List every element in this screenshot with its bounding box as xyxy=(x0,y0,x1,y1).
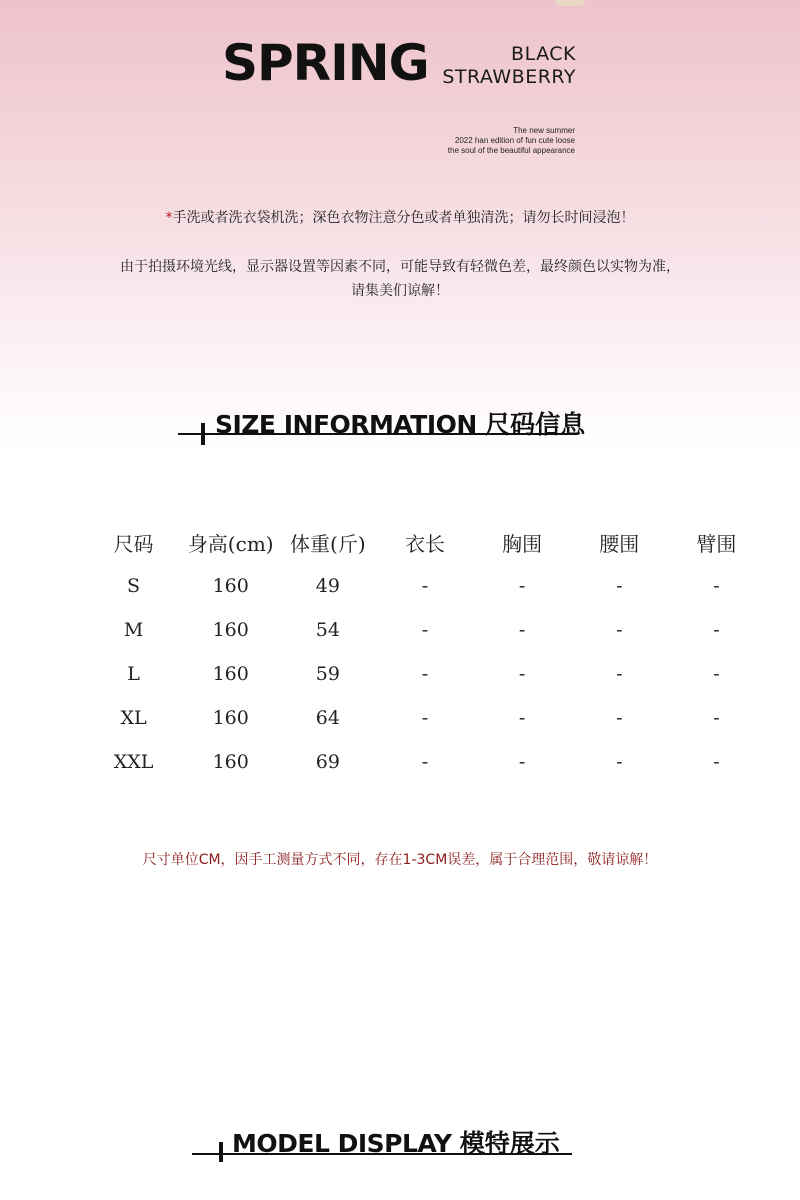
cell-waist: - xyxy=(616,663,623,685)
header-banner xyxy=(0,0,800,450)
cell-size: M xyxy=(123,619,144,641)
table-row xyxy=(85,608,765,652)
cell-length: - xyxy=(421,663,429,685)
color-disclaimer-line-1: 由于拍摄环境光线，显示器设置等因素不同，可能导致有轻微色差，最终颜色以实物为准， xyxy=(120,259,680,275)
header-height: 身高(cm) xyxy=(187,531,274,556)
spring-title: SPRING xyxy=(222,34,429,92)
header-bust: 胸围 xyxy=(502,531,543,556)
cell-size: XXL xyxy=(113,751,154,773)
heading-marker xyxy=(201,423,205,445)
cell-height: 160 xyxy=(212,663,249,685)
tagline-line-3: the soul of the beautiful appearance xyxy=(447,146,575,155)
cell-size: S xyxy=(127,575,141,597)
cell-arm: - xyxy=(713,575,720,597)
size-section-title xyxy=(215,405,585,441)
cell-height: 160 xyxy=(212,619,249,641)
tagline-line-1: The new summer xyxy=(513,126,575,135)
table-row xyxy=(85,740,765,784)
cell-length: - xyxy=(421,619,429,641)
model-section-heading xyxy=(0,1118,800,1168)
header-size: 尺码 xyxy=(113,531,154,556)
size-title-cn: 尺码信息 xyxy=(485,410,586,439)
table-row xyxy=(85,696,765,740)
care-text: 手洗或者洗衣袋机洗；深色衣物注意分色或者单独清洗；请勿长时间浸泡！ xyxy=(172,210,635,226)
model-title-en: MODEL DISPLAY xyxy=(232,1129,452,1158)
cell-bust: - xyxy=(518,751,526,773)
header-length: 衣长 xyxy=(404,531,445,556)
cell-size: XL xyxy=(120,707,147,729)
model-section-title xyxy=(232,1124,560,1160)
cell-arm: - xyxy=(713,751,720,773)
size-title-en: SIZE INFORMATION xyxy=(215,410,477,439)
care-instruction xyxy=(0,207,800,227)
cell-length: - xyxy=(421,751,429,773)
size-table-header-row xyxy=(85,520,765,564)
cell-waist: - xyxy=(616,707,623,729)
cell-weight: 69 xyxy=(315,751,340,773)
cell-bust: - xyxy=(518,663,526,685)
cell-length: - xyxy=(421,575,429,597)
cell-height: 160 xyxy=(212,751,249,773)
cell-bust: - xyxy=(518,575,526,597)
measurement-note: 尺寸单位CM，因手工测量方式不同，存在1-3CM误差，属于合理范围，敬请谅解！ xyxy=(142,852,658,868)
size-section-heading xyxy=(0,400,800,450)
cell-bust: - xyxy=(518,619,526,641)
model-title-cn: 模特展示 xyxy=(459,1129,560,1158)
cell-waist: - xyxy=(616,575,623,597)
cell-height: 160 xyxy=(212,575,249,597)
cell-arm: - xyxy=(713,663,720,685)
cell-weight: 49 xyxy=(315,575,340,597)
tagline-line-2: 2022 han edition of fun cute loose xyxy=(454,136,575,145)
size-table xyxy=(85,520,765,784)
header-arm: 臂围 xyxy=(696,531,737,556)
cell-height: 160 xyxy=(212,707,249,729)
cell-arm: - xyxy=(713,619,720,641)
color-disclaimer-line-2: 请集美们谅解！ xyxy=(351,283,449,299)
table-row xyxy=(85,564,765,608)
cell-bust: - xyxy=(518,707,526,729)
brand-label-black: BLACK xyxy=(511,43,576,65)
header-weight: 体重(斤) xyxy=(290,531,366,556)
decorative-tab xyxy=(555,0,585,6)
cell-arm: - xyxy=(713,707,720,729)
cell-weight: 59 xyxy=(315,663,340,685)
table-row xyxy=(85,652,765,696)
care-star: * xyxy=(165,210,173,226)
cell-weight: 64 xyxy=(315,707,340,729)
brand-label-strawberry: STRAWBERRY xyxy=(442,66,576,88)
header-waist: 腰围 xyxy=(599,531,640,556)
cell-weight: 54 xyxy=(315,619,340,641)
cell-size: L xyxy=(127,663,140,685)
heading-marker xyxy=(219,1142,223,1162)
cell-waist: - xyxy=(616,619,623,641)
cell-waist: - xyxy=(616,751,623,773)
cell-length: - xyxy=(421,707,429,729)
